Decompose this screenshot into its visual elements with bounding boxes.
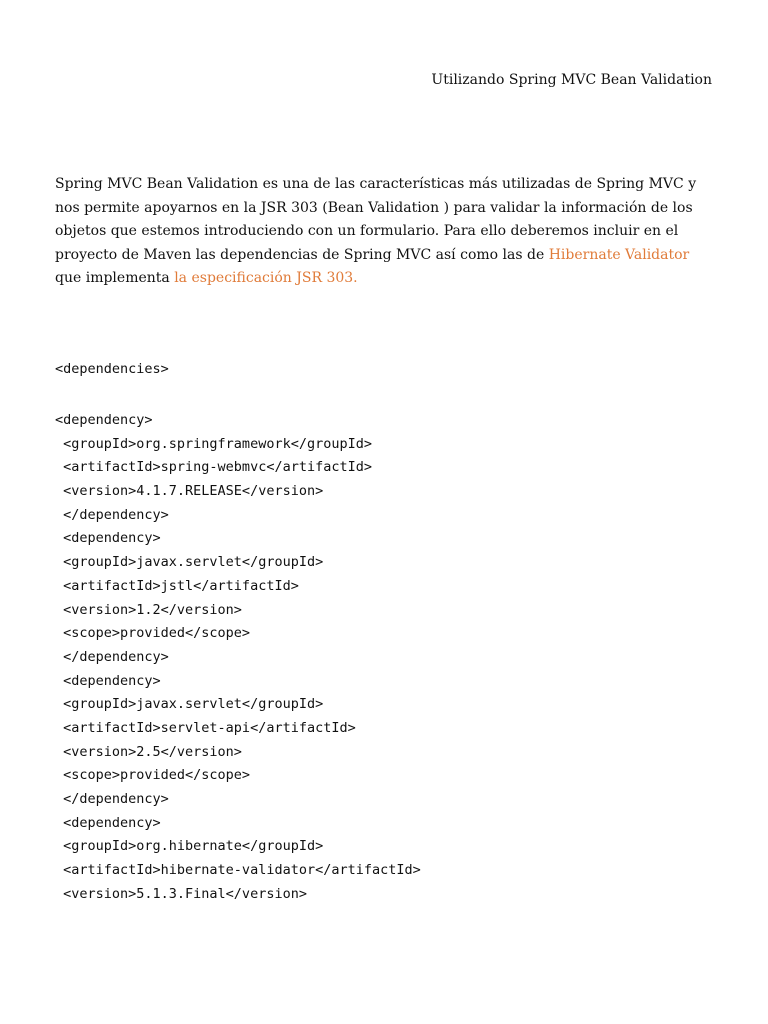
code-line: <artifactId>hibernate-validator</artifactId> [55,862,421,879]
jsr-303-spec-link[interactable]: la especificación JSR 303. [174,270,358,287]
code-line: <dependency> [55,530,161,547]
code-line: <groupId>javax.servlet</groupId> [55,554,324,571]
intro-line-3: objetos que estemos introduciendo con un formulario. Para ello deberemos incluir en el [55,223,679,240]
code-dependencies-open-tag: <dependencies> [55,361,169,377]
code-line: <scope>provided</scope> [55,767,251,784]
page-header-title: Utilizando Spring MVC Bean Validation [431,72,712,88]
code-line: <artifactId>jstl</artifactId> [55,577,299,594]
code-line: <groupId>javax.servlet</groupId> [55,696,324,713]
intro-line-5 [55,267,725,291]
code-line: <version>4.1.7.RELEASE</version> [55,483,324,500]
intro-line-4 [55,244,725,268]
code-line: <groupId>org.hibernate</groupId> [55,838,324,855]
hibernate-validator-link[interactable]: Hibernate Validator [548,246,690,263]
code-block [55,409,421,906]
code-line: <version>1.2</version> [55,601,242,618]
code-line: <groupId>org.springframework</groupId> [55,435,372,452]
intro-line-5-text: que implementa [55,270,175,287]
code-line: <version>2.5</version> [55,743,242,760]
intro-line-4-text: proyecto de Maven las dependencias de Spring MVC así como las de [55,246,549,263]
code-line: <dependency> [55,412,153,428]
intro-line-2: nos permite apoyarnos en la JSR 303 (Bean Validation ) para validar la información de los [55,199,693,216]
intro-paragraph [55,173,725,291]
code-line: <dependency> [55,814,161,831]
code-line: <artifactId>spring-webmvc</artifactId> [55,459,372,476]
code-line: <artifactId>servlet-api</artifactId> [55,719,356,736]
code-line: <scope>provided</scope> [55,625,251,642]
code-line: </dependency> [55,506,169,523]
intro-line-1: Spring MVC Bean Validation es una de las características más utilizadas de Spring MVC y [55,176,697,192]
code-line: </dependency> [55,791,169,807]
code-line: <version>5.1.3.Final</version> [55,885,307,902]
code-line: </dependency> [55,648,169,665]
code-line: <dependency> [55,672,161,689]
